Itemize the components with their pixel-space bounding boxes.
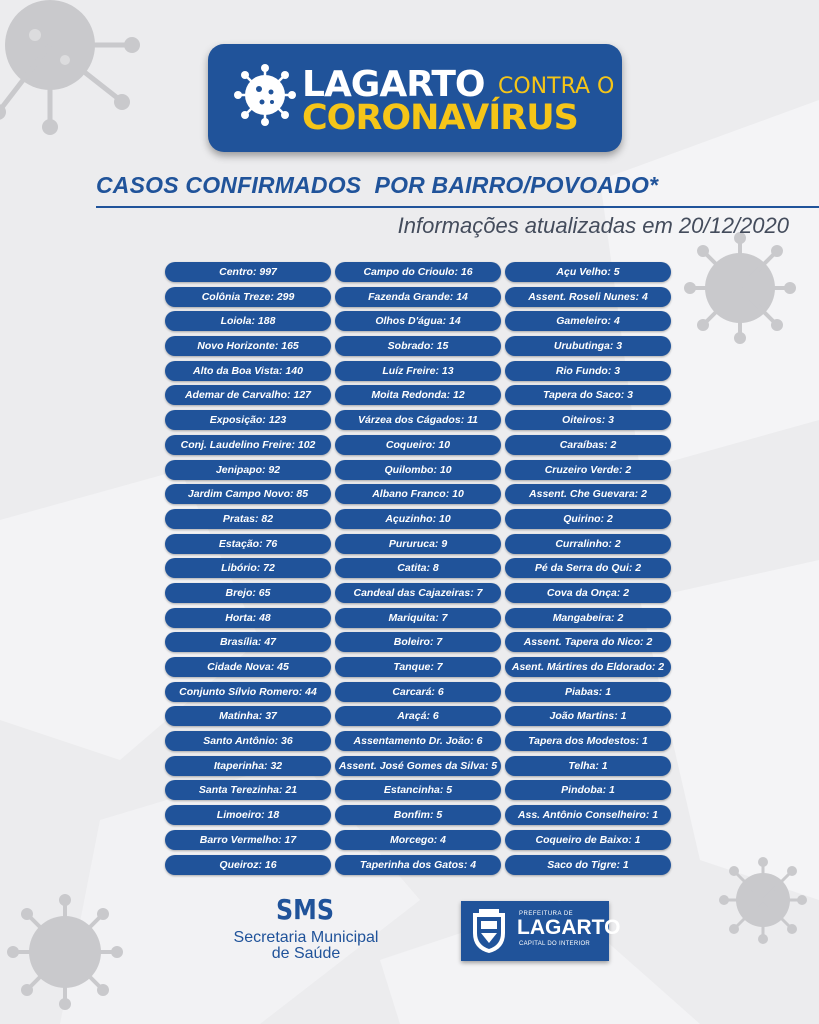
logo-line1: LAGARTO [302, 64, 485, 105]
case-count-pill: Centro: 997 [165, 262, 331, 282]
page-title: CASOS CONFIRMADOS POR BAIRRO/POVOADO* [96, 172, 659, 198]
case-count-pill: Rio Fundo: 3 [505, 361, 671, 381]
case-count-pill: Assentamento Dr. João: 6 [335, 731, 501, 751]
case-count-pill: Estancinha: 5 [335, 780, 501, 800]
virus-icon [0, 0, 150, 140]
case-count-pill: Urubutinga: 3 [505, 336, 671, 356]
case-count-pill: Quilombo: 10 [335, 460, 501, 480]
case-count-pill: Assent. Tapera do Nico: 2 [505, 632, 671, 652]
case-count-pill: Exposição: 123 [165, 410, 331, 430]
case-count-pill: Jenipapo: 92 [165, 460, 331, 480]
logo-line2: CORONAVÍRUS [302, 98, 578, 138]
prefeitura-line3: CAPITAL DO INTERIOR [519, 941, 591, 947]
case-count-pill: Albano Franco: 10 [335, 484, 501, 504]
case-count-pill: Pé da Serra do Qui: 2 [505, 558, 671, 578]
case-count-pill: Cova da Onça: 2 [505, 583, 671, 603]
case-count-pill: Tapera dos Modestos: 1 [505, 731, 671, 751]
coronavirus-icon [234, 64, 296, 126]
case-count-pill: Conj. Laudelino Freire: 102 [165, 435, 331, 455]
sms-line1: Secretaria Municipal [233, 929, 379, 946]
case-count-pill: Brejo: 65 [165, 583, 331, 603]
case-count-pill: Asent. Mártires do Eldorado: 2 [505, 657, 671, 677]
case-count-pill: Assent. Che Guevara: 2 [505, 484, 671, 504]
case-count-pill: Santa Terezinha: 21 [165, 780, 331, 800]
case-count-pill: Morcego: 4 [335, 830, 501, 850]
case-count-pill: Tanque: 7 [335, 657, 501, 677]
case-count-pill: Colônia Treze: 299 [165, 287, 331, 307]
case-count-pill: Libório: 72 [165, 558, 331, 578]
case-count-pill: Taperinha dos Gatos: 4 [335, 855, 501, 875]
case-count-pill: Assent. Roseli Nunes: 4 [505, 287, 671, 307]
sms-subtitle [226, 930, 386, 962]
case-count-pill: Barro Vermelho: 17 [165, 830, 331, 850]
case-count-pill: Curralinho: 2 [505, 534, 671, 554]
case-count-pill: Mariquita: 7 [335, 608, 501, 628]
case-count-pill: Assent. José Gomes da Silva: 5 [335, 756, 501, 776]
case-count-pill: Telha: 1 [505, 756, 671, 776]
case-count-pill: Moita Redonda: 12 [335, 385, 501, 405]
case-count-pill: Ademar de Carvalho: 127 [165, 385, 331, 405]
cases-column-2 [335, 262, 501, 879]
case-count-pill: Coqueiro: 10 [335, 435, 501, 455]
case-count-pill: Campo do Crioulo: 16 [335, 262, 501, 282]
case-count-pill: Catita: 8 [335, 558, 501, 578]
case-count-pill: Conjunto Sílvio Romero: 44 [165, 682, 331, 702]
prefeitura-logo [461, 901, 621, 961]
case-count-pill: Coqueiro de Baixo: 1 [505, 830, 671, 850]
cases-column-1 [165, 262, 331, 879]
case-count-pill: Olhos D'água: 14 [335, 311, 501, 331]
case-count-pill: Matinha: 37 [165, 706, 331, 726]
case-count-pill: Pururuca: 9 [335, 534, 501, 554]
virus-icon [680, 228, 810, 358]
sms-logo: SMS [276, 893, 334, 926]
case-count-pill: Fazenda Grande: 14 [335, 287, 501, 307]
case-count-pill: Brasília: 47 [165, 632, 331, 652]
case-count-pill: Carcará: 6 [335, 682, 501, 702]
sms-line2: de Saúde [271, 945, 341, 962]
case-count-pill: Oiteiros: 3 [505, 410, 671, 430]
case-count-pill: Sobrado: 15 [335, 336, 501, 356]
case-count-pill: Araçá: 6 [335, 706, 501, 726]
virus-icon [715, 855, 815, 955]
logo-line1-suffix: CONTRA O [498, 74, 615, 99]
case-count-pill: Jardim Campo Novo: 85 [165, 484, 331, 504]
case-count-pill: Bonfim: 5 [335, 805, 501, 825]
case-count-pill: Novo Horizonte: 165 [165, 336, 331, 356]
case-count-pill: Candeal das Cajazeiras: 7 [335, 583, 501, 603]
case-count-pill: Horta: 48 [165, 608, 331, 628]
case-count-pill: Cruzeiro Verde: 2 [505, 460, 671, 480]
case-count-pill: Tapera do Saco: 3 [505, 385, 671, 405]
case-count-pill: Estação: 76 [165, 534, 331, 554]
case-count-pill: Loiola: 188 [165, 311, 331, 331]
case-count-pill: Santo Antônio: 36 [165, 731, 331, 751]
case-count-pill: Quirino: 2 [505, 509, 671, 529]
case-count-pill: Queiroz: 16 [165, 855, 331, 875]
case-count-pill: Gameleiro: 4 [505, 311, 671, 331]
prefeitura-line1: PREFEITURA DE [519, 911, 574, 917]
case-count-pill: Ass. Antônio Conselheiro: 1 [505, 805, 671, 825]
case-count-pill: Alto da Boa Vista: 140 [165, 361, 331, 381]
case-count-pill: Caraíbas: 2 [505, 435, 671, 455]
prefeitura-line2: LAGARTO [517, 916, 621, 939]
cases-column-3 [505, 262, 671, 879]
case-count-pill: Pindoba: 1 [505, 780, 671, 800]
case-count-pill: Piabas: 1 [505, 682, 671, 702]
coat-of-arms-icon [467, 907, 511, 955]
case-count-pill: Pratas: 82 [165, 509, 331, 529]
case-count-pill: Boleiro: 7 [335, 632, 501, 652]
case-count-pill: João Martins: 1 [505, 706, 671, 726]
case-count-pill: Limoeiro: 18 [165, 805, 331, 825]
title-divider [96, 206, 819, 208]
update-date: Informações atualizadas em 20/12/2020 [397, 213, 789, 238]
case-count-pill: Mangabeira: 2 [505, 608, 671, 628]
campaign-logo [208, 44, 622, 152]
virus-icon [5, 890, 135, 1020]
case-count-pill: Itaperinha: 32 [165, 756, 331, 776]
case-count-pill: Várzea dos Cágados: 11 [335, 410, 501, 430]
case-count-pill: Açu Velho: 5 [505, 262, 671, 282]
case-count-pill: Saco do Tigre: 1 [505, 855, 671, 875]
case-count-pill: Açuzinho: 10 [335, 509, 501, 529]
case-count-pill: Cidade Nova: 45 [165, 657, 331, 677]
case-count-pill: Luíz Freire: 13 [335, 361, 501, 381]
